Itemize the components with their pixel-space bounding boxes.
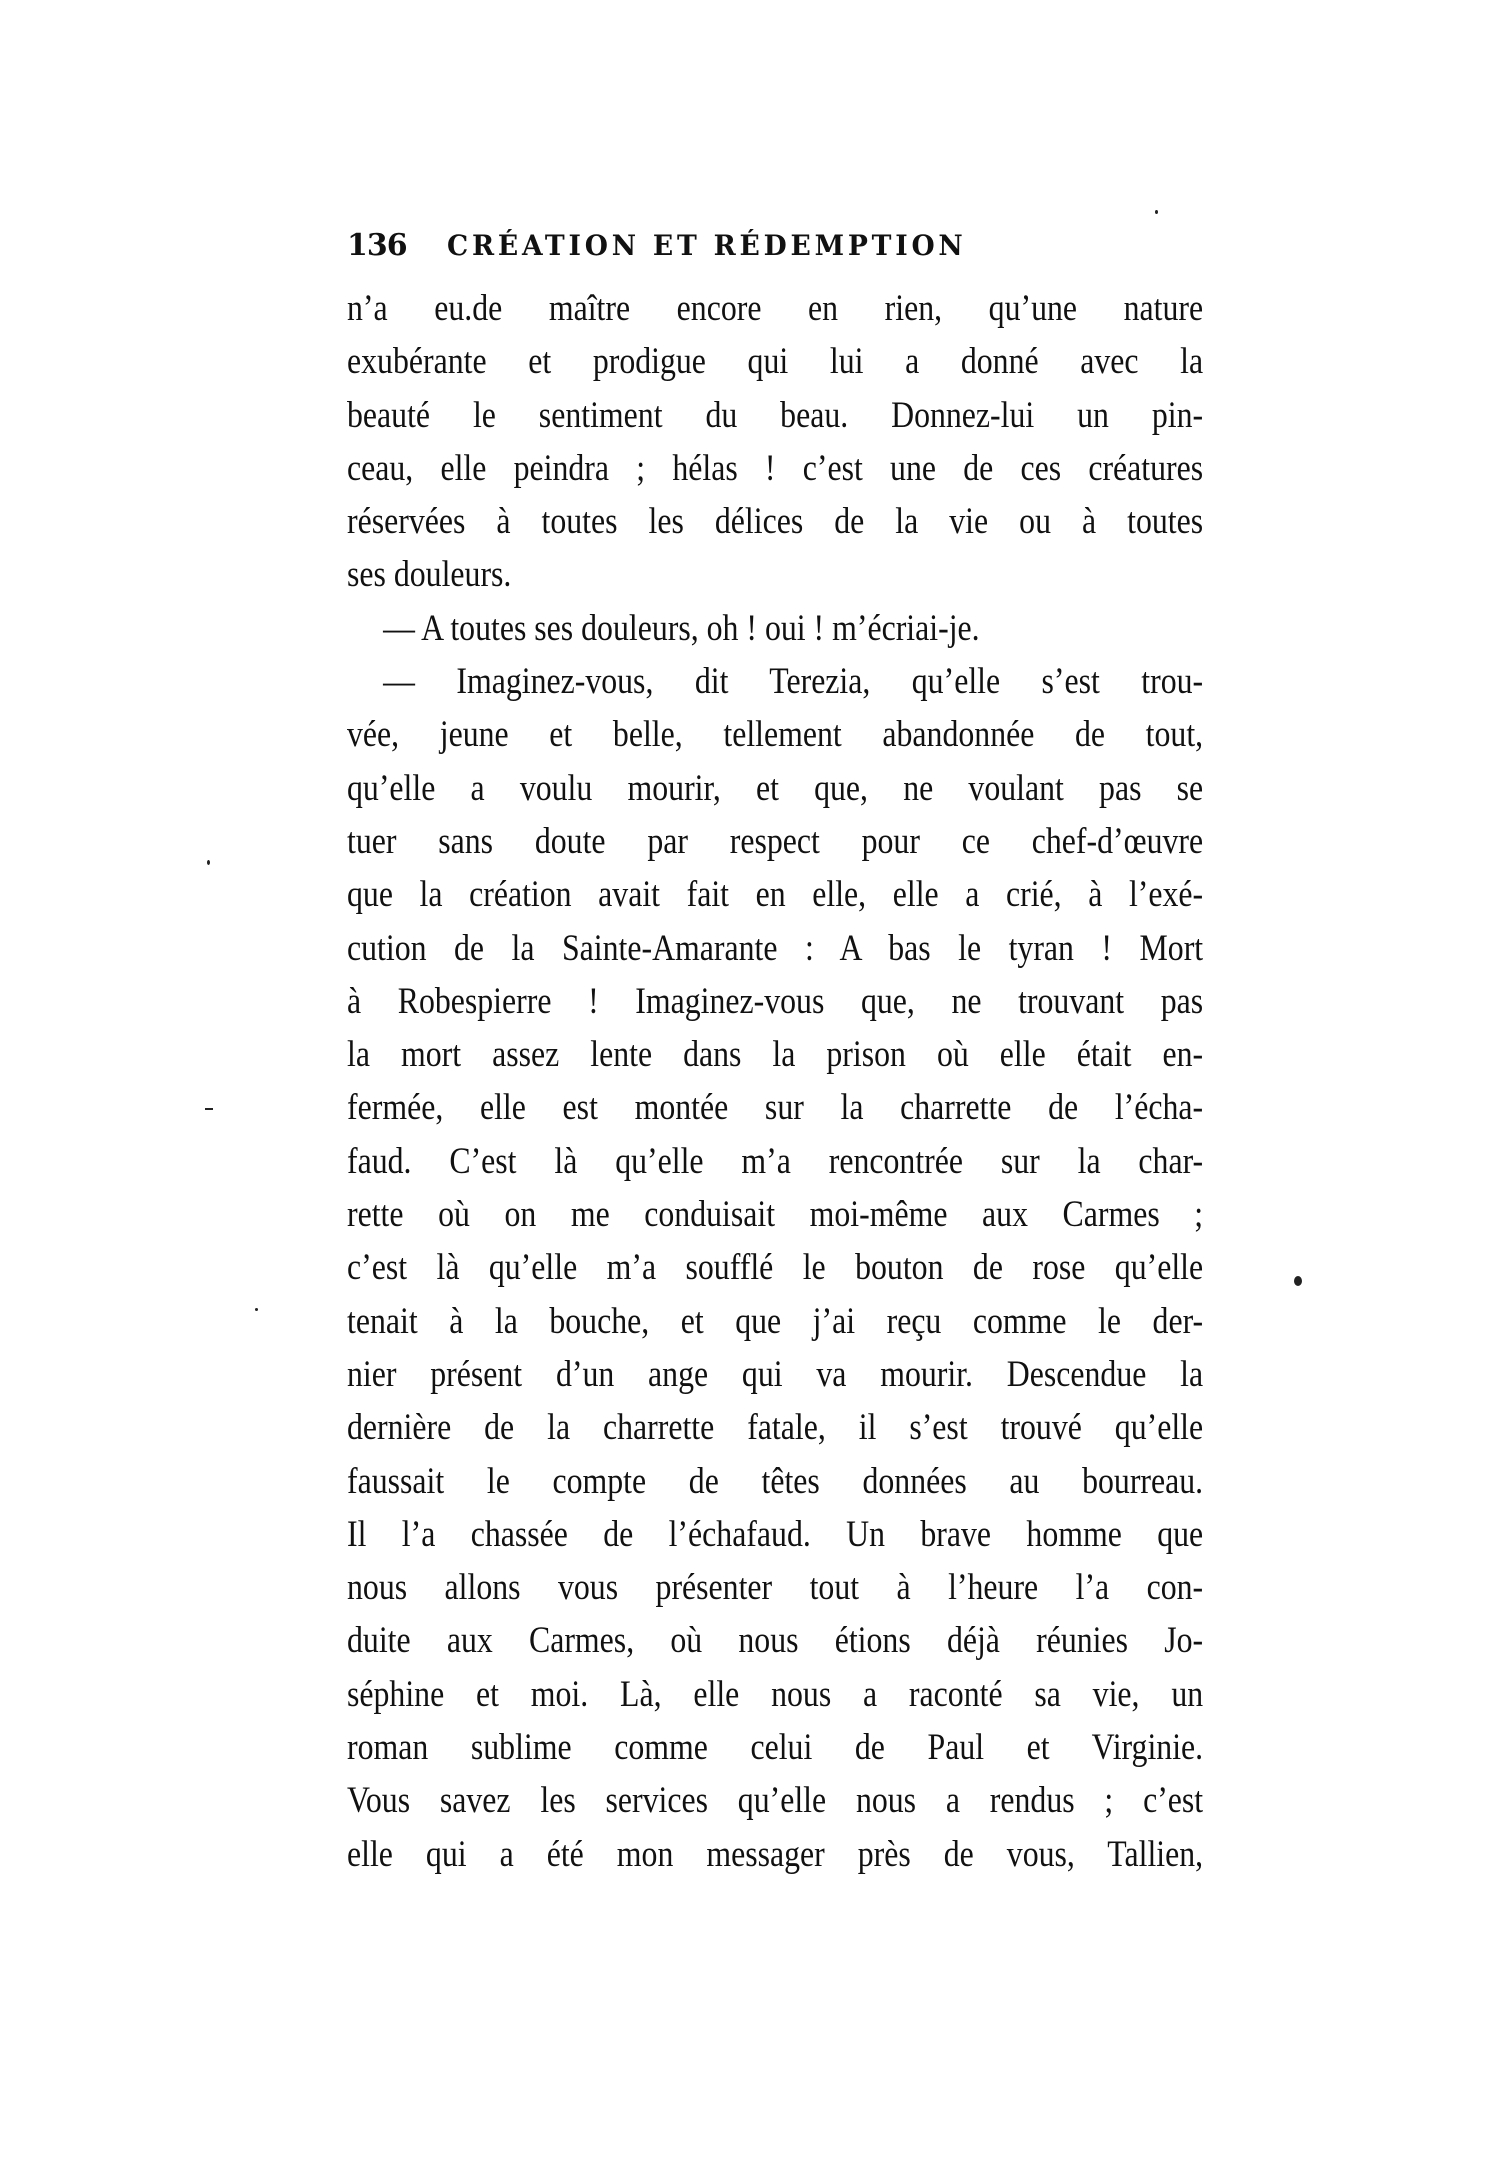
text-line: nier présent d’un ange qui va mourir. Descendue la: [347, 1353, 1204, 1395]
text-line: tuer sans doute par respect pour ce chef-d’œuvre: [347, 820, 1204, 862]
text-line: tenait à la bouche, et que j’ai reçu comme le der-: [347, 1300, 1204, 1342]
page-number: 136: [347, 228, 407, 263]
body-text: [347, 282, 1203, 1881]
scan-speck: [1294, 1276, 1302, 1286]
text-line: beauté le sentiment du beau. Donnez-lui un pin-: [347, 394, 1204, 436]
text-line: cution de la Sainte-Amarante : A bas le tyran ! Mort: [347, 927, 1204, 969]
text-line: à Robespierre ! Imaginez-vous que, ne trouvant pas: [347, 980, 1204, 1022]
running-title: CRÉATION ET RÉDEMPTION: [447, 229, 967, 262]
text-line: faussait le compte de têtes données au bourreau.: [347, 1460, 1204, 1502]
text-line: Il l’a chassée de l’échafaud. Un brave homme que: [347, 1513, 1204, 1555]
text-line: faud. C’est là qu’elle m’a rencontrée sur la char-: [347, 1140, 1204, 1182]
text-line: — Imaginez-vous, dit Terezia, qu’elle s’est trou-: [383, 661, 1204, 703]
scan-speck: [207, 860, 210, 865]
text-line: elle qui a été mon messager près de vous, Tallien,: [347, 1833, 1204, 1875]
running-head: [347, 228, 1203, 276]
text-line: ceau, elle peindra ; hélas ! c’est une de ces créatures: [347, 447, 1204, 489]
scan-speck: [255, 1308, 258, 1311]
text-line: Vous savez les services qu’elle nous a rendus ; c’est: [347, 1780, 1204, 1822]
scan-speck: [1155, 210, 1158, 214]
text-line: réservées à toutes les délices de la vie ou à toutes: [347, 501, 1204, 543]
text-line: roman sublime comme celui de Paul et Virginie.: [347, 1727, 1204, 1769]
text-line: duite aux Carmes, où nous étions déjà réunies Jo-: [347, 1620, 1204, 1662]
text-line: la mort assez lente dans la prison où elle était en-: [347, 1034, 1204, 1076]
text-line: fermée, elle est montée sur la charrette de l’écha-: [347, 1087, 1204, 1129]
text-line: exubérante et prodigue qui lui a donné avec la: [347, 341, 1204, 383]
text-line: séphine et moi. Là, elle nous a raconté sa vie, un: [347, 1673, 1204, 1715]
text-line: — A toutes ses douleurs, oh ! oui ! m’écriai-je.: [383, 607, 980, 649]
scan-speck: [205, 1108, 213, 1110]
text-line: que la création avait fait en elle, elle a crié, à l’exé-: [347, 874, 1204, 916]
text-line: rette où on me conduisait moi-même aux Carmes ;: [347, 1194, 1204, 1236]
text-line: nous allons vous présenter tout à l’heure l’a con-: [347, 1567, 1204, 1609]
text-line: vée, jeune et belle, tellement abandonnée de tout,: [347, 714, 1204, 756]
book-page: [347, 228, 1203, 1881]
text-line: c’est là qu’elle m’a soufflé le bouton de rose qu’elle: [347, 1247, 1204, 1289]
text-line: ses douleurs.: [347, 554, 512, 596]
text-line: n’a eu.de maître encore en rien, qu’une nature: [347, 288, 1204, 329]
text-line: qu’elle a voulu mourir, et que, ne voulant pas se: [347, 767, 1204, 809]
text-line: dernière de la charrette fatale, il s’est trouvé qu’elle: [347, 1407, 1204, 1449]
